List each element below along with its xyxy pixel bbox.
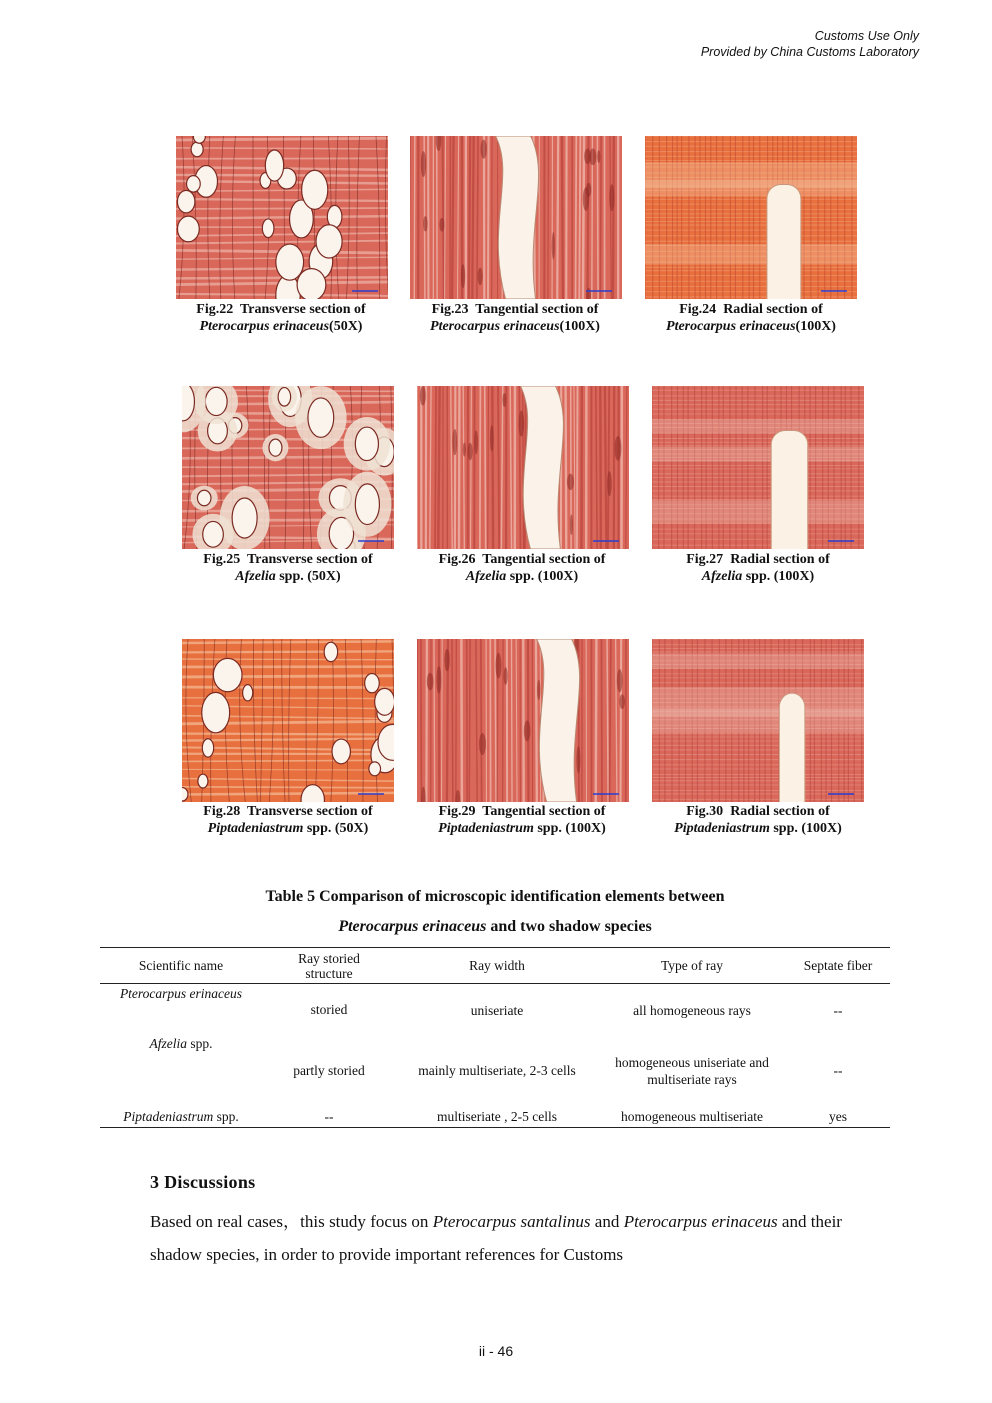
page-number: ii - 46	[478, 1343, 514, 1359]
micrograph-fig25	[182, 386, 394, 549]
cell-name: Piptadeniastrum spp.	[123, 1109, 239, 1124]
micrograph-fig27	[652, 386, 864, 549]
table-row	[100, 984, 890, 1036]
header-line-2: Provided by China Customs Laboratory	[700, 45, 919, 59]
caption-fig30: Fig.30 Radial section of Piptadeniastrum spp. (100X)	[674, 804, 842, 836]
cell-septate: --	[833, 1003, 843, 1019]
cell-type: homogeneous multiseriate	[620, 1109, 764, 1124]
col-header-ray-width: Ray width	[469, 958, 525, 973]
micrograph-fig23	[410, 136, 622, 299]
micrograph-fig22	[176, 136, 388, 299]
caption-fig28: Fig.28 Transverse section of Piptadeniastrum spp. (50X)	[203, 804, 373, 836]
cell-storied: --	[324, 1109, 334, 1124]
cell-septate: yes	[829, 1109, 847, 1124]
cell-type: all homogeneous rays	[633, 1003, 751, 1019]
section-paragraph: Based on real cases，this study focus on Pterocarpus santalinus and Pterocarpus erinaceus and their shadow species, in order to provide important references for Customs	[150, 1212, 842, 1264]
col-header-ray-type: Type of ray	[660, 958, 724, 973]
cell-width: mainly multiseriate, 2-3 cells	[418, 1062, 576, 1078]
col-header-ray-storied: Ray storied structure	[298, 950, 360, 981]
cell-name: Afzelia spp.	[149, 1035, 213, 1051]
table-title-line-1: Table 5 Comparison of microscopic identification elements between	[265, 888, 725, 905]
cell-name: Pterocarpus erinaceus	[119, 986, 243, 1001]
caption-fig23: Fig.23 Tangential section of Pterocarpus erinaceus(100X)	[430, 302, 600, 334]
col-header-septate-fiber: Septate fiber	[803, 958, 873, 973]
table-row	[100, 1036, 890, 1106]
caption-fig29: Fig.29 Tangential section of Piptadeniastrum spp. (100X)	[438, 804, 606, 836]
table-row	[100, 1106, 890, 1128]
table-header-row	[100, 948, 890, 984]
micrograph-fig26	[417, 386, 629, 549]
page-header	[701, 28, 919, 60]
col-header-scientific-name: Scientific name	[138, 958, 224, 973]
caption-fig22: Fig.22 Transverse section of Pterocarpus erinaceus(50X)	[196, 302, 366, 334]
micrograph-fig30	[652, 639, 864, 802]
micrograph-fig28	[182, 639, 394, 802]
caption-fig27: Fig.27 Radial section of Afzelia spp. (100X)	[686, 552, 830, 584]
cell-width: multiseriate , 2-5 cells	[437, 1109, 557, 1124]
caption-fig24: Fig.24 Radial section of Pterocarpus erinaceus(100X)	[666, 302, 836, 334]
caption-fig26: Fig.26 Tangential section of Afzelia spp. (100X)	[438, 552, 606, 584]
header-line-1: Customs Use Only	[814, 29, 919, 43]
table-title-line-2: Pterocarpus erinaceus and two shadow species	[338, 918, 652, 935]
cell-width: uniseriate	[470, 1003, 524, 1019]
comparison-table	[100, 947, 890, 1128]
cell-type: homogeneous uniseriate and multiseriate rays	[615, 1054, 769, 1087]
cell-storied: storied	[310, 1001, 348, 1017]
micrograph-fig24	[645, 136, 857, 299]
cell-storied: partly storied	[293, 1062, 365, 1078]
cell-septate: --	[833, 1062, 843, 1078]
micrograph-fig29	[417, 639, 629, 802]
section-heading: 3 Discussions	[150, 1172, 256, 1192]
caption-fig25: Fig.25 Transverse section of Afzelia spp. (50X)	[203, 552, 373, 584]
